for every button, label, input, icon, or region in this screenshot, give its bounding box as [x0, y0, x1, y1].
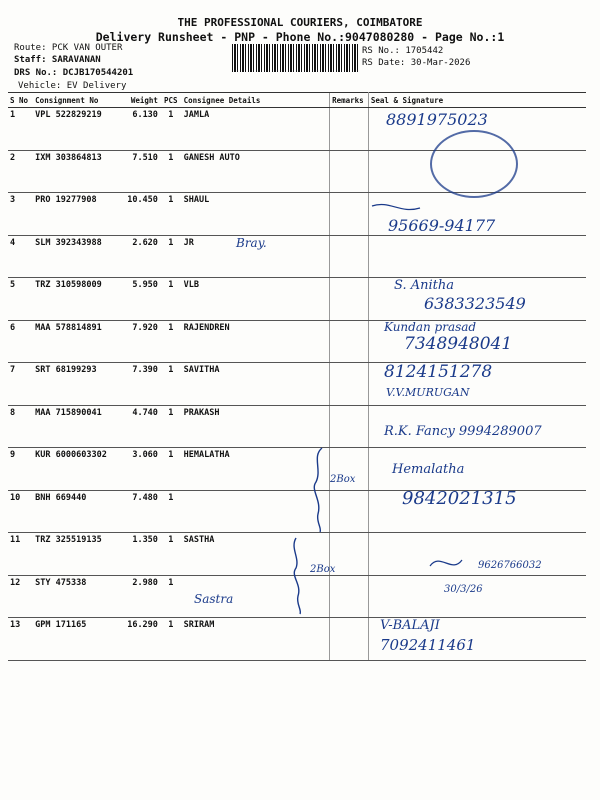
row-remarks: [330, 108, 369, 151]
staff-label: Staff: SARAVANAN: [14, 55, 101, 65]
row-signature: [368, 575, 586, 618]
row-consignment: MAA 715890041: [33, 405, 120, 448]
row-sno: 1: [8, 108, 33, 151]
document-title: THE PROFESSIONAL COURIERS, COIMBATORE: [177, 16, 423, 29]
row-consignment: GPM 171165: [33, 618, 120, 661]
document-subtitle: Delivery Runsheet - PNP - Phone No.:9047080280 - Page No.:1: [95, 30, 505, 44]
row-consignee: PRAKASH: [182, 405, 330, 448]
route-label: Route: PCK VAN OUTER: [14, 43, 123, 53]
seal-stamp: [430, 130, 518, 198]
row-weight: 2.980: [120, 575, 160, 618]
barcode-image: [232, 44, 358, 72]
table-row: [8, 235, 586, 278]
row-sno: 7: [8, 363, 33, 406]
hand-box2: 2Box: [310, 564, 336, 575]
row-consignment: SRT 68199293: [33, 363, 120, 406]
hand-r5b: 6383323549: [424, 294, 526, 313]
row-sno: 11: [8, 533, 33, 576]
col-remarks: Remarks: [330, 93, 369, 108]
col-consignee: Consignee Details: [182, 93, 330, 108]
row-pcs: 1: [160, 448, 182, 491]
row-consignment: STY 475338: [33, 575, 120, 618]
row-weight: 7.510: [120, 150, 160, 193]
row-consignee: JAMLA: [182, 108, 330, 151]
row-pcs: 1: [160, 490, 182, 533]
row-pcs: 1: [160, 405, 182, 448]
table-row: [8, 363, 586, 406]
row-remarks: [330, 193, 369, 236]
row-pcs: 1: [160, 575, 182, 618]
hand-r13b: 7092411461: [380, 636, 476, 654]
rs-number: RS No.: 1705442: [362, 46, 444, 56]
hand-r1: 8891975023: [386, 110, 488, 129]
row-remarks: [330, 575, 369, 618]
row-sno: 4: [8, 235, 33, 278]
col-pcs: PCS: [160, 93, 182, 108]
row-weight: 2.620: [120, 235, 160, 278]
row-consignee: [182, 490, 330, 533]
row-consignment: TRZ 325519135: [33, 533, 120, 576]
hand-r5a: S. Anitha: [394, 278, 454, 293]
row-sno: 5: [8, 278, 33, 321]
vehicle-label: Vehicle: EV Delivery: [18, 81, 127, 91]
row-sno: 8: [8, 405, 33, 448]
row-weight: 16.290: [120, 618, 160, 661]
row-sno: 12: [8, 575, 33, 618]
row-weight: 4.740: [120, 405, 160, 448]
table-row: [8, 193, 586, 236]
row-consignee: RAJENDREN: [182, 320, 330, 363]
col-sno: S No: [8, 93, 33, 108]
row-pcs: 1: [160, 193, 182, 236]
row-remarks: [330, 618, 369, 661]
hand-r7b: V.V.MURUGAN: [386, 386, 470, 399]
hand-r10: 9842021315: [402, 488, 517, 509]
row-weight: 7.390: [120, 363, 160, 406]
row-sno: 2: [8, 150, 33, 193]
row-remarks: [330, 278, 369, 321]
row-weight: 6.130: [120, 108, 160, 151]
row-pcs: 1: [160, 108, 182, 151]
row-remarks: [330, 150, 369, 193]
row-remarks: [330, 363, 369, 406]
row-sno: 3: [8, 193, 33, 236]
row-sno: 13: [8, 618, 33, 661]
row-consignee: SASTHA: [182, 533, 330, 576]
row-consignment: PRO 19277908: [33, 193, 120, 236]
hand-r13a: V-BALAJI: [380, 618, 440, 633]
hand-r7a: 8124151278: [384, 362, 493, 382]
row-weight: 10.450: [120, 193, 160, 236]
row-consignee: HEMALATHA: [182, 448, 330, 491]
row-consignment: VPL 522829219: [33, 108, 120, 151]
row-consignee: SAVITHA: [182, 363, 330, 406]
row-consignee: VLB: [182, 278, 330, 321]
col-consignment: Consignment No: [33, 93, 120, 108]
row-pcs: 1: [160, 235, 182, 278]
row-weight: 7.480: [120, 490, 160, 533]
row-pcs: 1: [160, 618, 182, 661]
hand-r12b: 9626766032: [478, 560, 542, 571]
hand-box1: 2Box: [330, 474, 356, 485]
hand-r8: R.K. Fancy 9994289007: [384, 424, 542, 439]
row-weight: 3.060: [120, 448, 160, 491]
hand-r9: Hemalatha: [392, 462, 465, 477]
rs-date: RS Date: 30-Mar-2026: [362, 58, 471, 68]
row-consignment: BNH 669440: [33, 490, 120, 533]
row-remarks: [330, 405, 369, 448]
table-header-row: [8, 93, 586, 108]
hand-r6a: Kundan prasad: [384, 320, 477, 334]
row-remarks: [330, 320, 369, 363]
hand-r3: 95669-94177: [388, 216, 496, 235]
row-pcs: 1: [160, 150, 182, 193]
hand-r4: Bray.: [236, 236, 267, 250]
row-signature: [368, 235, 586, 278]
col-signature: Seal & Signature: [368, 93, 586, 108]
row-pcs: 1: [160, 363, 182, 406]
row-consignment: MAA 578814891: [33, 320, 120, 363]
row-weight: 5.950: [120, 278, 160, 321]
col-weight: Weight: [120, 93, 160, 108]
hand-r12a: 30/3/26: [444, 584, 483, 595]
row-remarks: [330, 490, 369, 533]
row-pcs: 1: [160, 533, 182, 576]
row-consignment: KUR 6000603302: [33, 448, 120, 491]
table-row: [8, 448, 586, 491]
row-consignment: TRZ 310598009: [33, 278, 120, 321]
hand-r12c: Sastra: [194, 592, 234, 606]
row-consignee: SHAUL: [182, 193, 330, 236]
row-consignee: GANESH AUTO: [182, 150, 330, 193]
row-consignee: JR: [182, 235, 330, 278]
row-pcs: 1: [160, 278, 182, 321]
row-weight: 7.920: [120, 320, 160, 363]
table-row: [8, 618, 586, 661]
row-sno: 10: [8, 490, 33, 533]
row-consignment: IXM 303864813: [33, 150, 120, 193]
row-remarks: [330, 235, 369, 278]
row-consignment: SLM 392343988: [33, 235, 120, 278]
hand-r6b: 7348948041: [404, 334, 513, 354]
row-weight: 1.350: [120, 533, 160, 576]
row-remarks: [330, 533, 369, 576]
row-sno: 9: [8, 448, 33, 491]
row-pcs: 1: [160, 320, 182, 363]
table-row: [8, 575, 586, 618]
drs-number: DRS No.: DCJB170544201: [14, 68, 134, 78]
row-consignee: SRIRAM: [182, 618, 330, 661]
row-sno: 6: [8, 320, 33, 363]
